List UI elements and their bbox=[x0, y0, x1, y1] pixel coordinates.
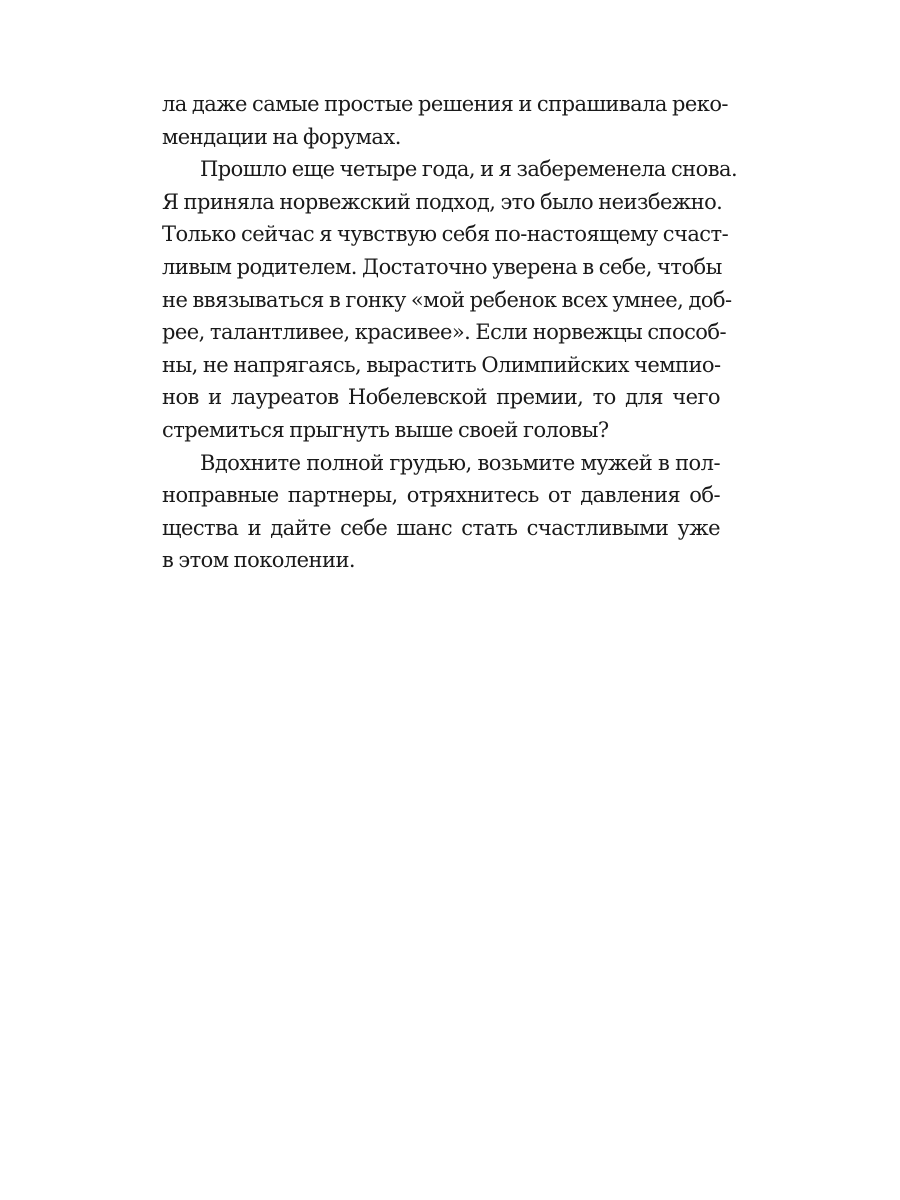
text-line: в этом поколении. bbox=[162, 548, 356, 573]
paragraph-2 bbox=[162, 153, 738, 446]
text-line: ла даже самые простые решения и спрашивала реко- bbox=[162, 92, 728, 116]
text-line: Я приняла норвежский подход, это было неизбежно. bbox=[162, 189, 723, 214]
text-line: ливым родителем. Достаточно уверена в себе, чтобы bbox=[162, 254, 722, 279]
text-line: Только сейчас я чувствую себя по-настоящему счаст- bbox=[162, 222, 729, 247]
text-line: рее, талантливее, красивее». Если норвежцы способ- bbox=[162, 320, 727, 345]
text-line: Вдохните полной грудью, возьмите мужей в пол- bbox=[200, 450, 720, 475]
text-line: мендации на форумах. bbox=[162, 124, 401, 149]
text-line: не ввязываться в гонку «мой ребенок всех умнее, доб- bbox=[162, 287, 732, 312]
text-line: ны, не напрягаясь, вырастить Олимпийских чемпио- bbox=[162, 352, 721, 377]
paragraph-3 bbox=[162, 447, 720, 577]
text-line: щества и дайте себе шанс стать счастливыми уже bbox=[162, 515, 720, 540]
text-line: нов и лауреатов Нобелевской премии, то для чего bbox=[162, 385, 720, 410]
text-line: стремиться прыгнуть выше своей головы? bbox=[162, 417, 609, 442]
paragraph-1 bbox=[162, 88, 728, 153]
body-text bbox=[162, 88, 738, 577]
text-line: Прошло еще четыре года, и я забеременела снова. bbox=[200, 157, 738, 182]
text-line: ноправные партнеры, отряхнитесь от давления об- bbox=[162, 483, 720, 508]
